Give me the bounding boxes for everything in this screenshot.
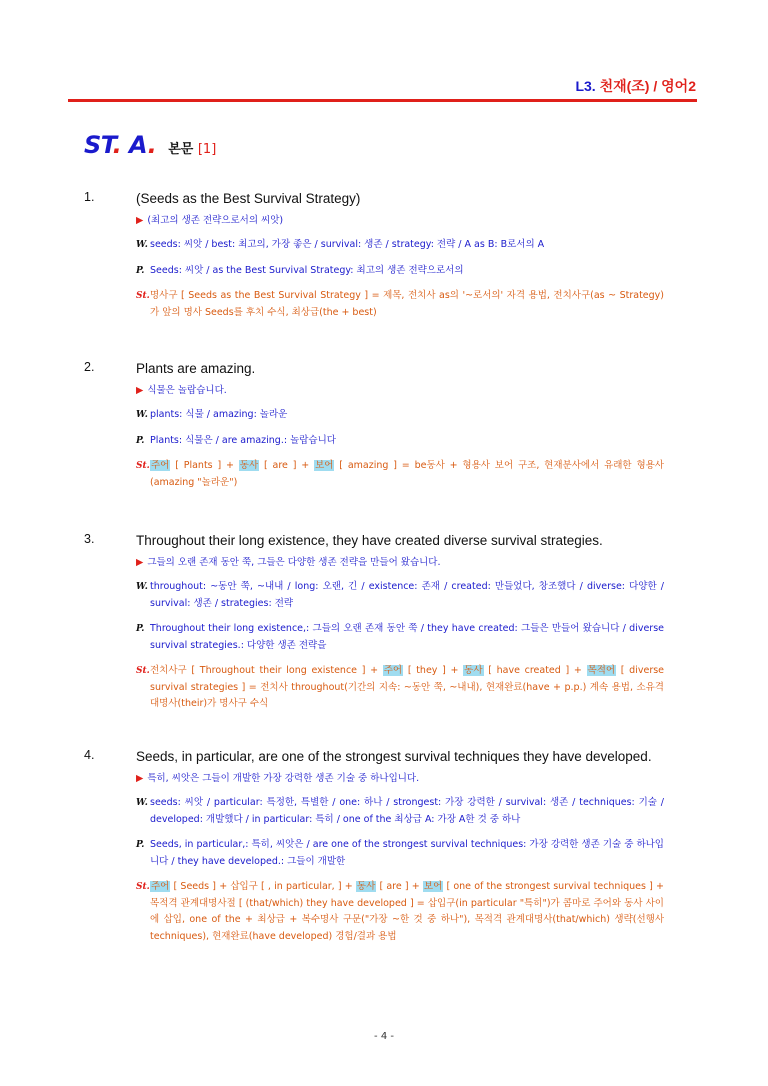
badge-part-b: A — [121, 131, 148, 159]
subject-highlight: 주어 — [151, 460, 170, 471]
badge-part-a: ST — [84, 131, 113, 159]
korean-translation — [136, 214, 664, 228]
section-heading — [84, 131, 216, 159]
structure-segment: [ are ] + — [264, 460, 315, 471]
study-item — [84, 532, 664, 713]
verb-highlight: 동사 — [356, 881, 376, 892]
word-notes-text: plants: 식물 / amazing: 놀라운 — [150, 409, 288, 420]
word-notes-text: seeds: 씨앗 / best: 최고의, 가장 좋은 / survival: 생존 / strategy: 전략 / A as B: B로서의 A — [150, 239, 545, 250]
subject-highlight: 주어 — [383, 665, 403, 676]
section-badge — [84, 131, 156, 159]
section-title — [168, 138, 216, 157]
arrow-icon: ▶ — [136, 773, 144, 784]
study-item — [84, 190, 664, 321]
complement-highlight: 보어 — [423, 881, 443, 892]
badge-dot-2: . — [147, 131, 157, 159]
english-sentence: (Seeds as the Best Survival Strategy) — [136, 191, 361, 206]
phrase-notes-text: Seeds, in particular,: 특히, 씨앗은 / are one of the strongest survival techniques: 가장 강력한 생존 기술 중 하나입니다 / they have developed.: 그들이 개발한 — [150, 839, 664, 867]
header-divider — [68, 99, 697, 102]
lesson-prefix: L3. — [575, 78, 600, 94]
structure-notes — [136, 458, 664, 491]
p-tag: P. — [136, 435, 145, 446]
section-number: [1] — [197, 142, 217, 157]
arrow-icon: ▶ — [136, 385, 144, 396]
item-number: 3. — [84, 532, 95, 546]
w-tag: W. — [136, 798, 148, 808]
structure-segment: [ Seeds ] + 삽입구 [ , in particular, ] + — [173, 881, 356, 892]
complement-highlight: 보어 — [315, 460, 334, 471]
item-number: 2. — [84, 360, 95, 374]
subject-highlight: 주어 — [151, 881, 170, 892]
english-sentence: Plants are amazing. — [136, 361, 256, 376]
w-tag: W. — [136, 410, 148, 420]
structure-segment: [ amazing ] = be동사 + 형용사 보어 구조, 현재분사에서 유래한 형용사(amazing "놀라운") — [150, 460, 664, 488]
structure-notes — [136, 879, 664, 945]
translation-text: 식물은 놀랍습니다. — [147, 385, 227, 396]
arrow-icon: ▶ — [136, 557, 144, 568]
item-number: 1. — [84, 190, 95, 204]
word-notes — [136, 579, 664, 612]
subject-name: 영어2 — [661, 78, 696, 94]
korean-translation — [136, 384, 664, 398]
structure-segment: [ diverse survival strategies ] = 전치사 throughout(기간의 지속: ~동안 쭉, ~내내), 현재완료(have + p.p.) 계속 용법, 소유격 대명사(their)가 명사구 수식 — [150, 665, 665, 709]
word-notes — [136, 795, 664, 828]
w-tag: W. — [136, 240, 148, 250]
header-separator: / — [649, 78, 662, 94]
st-tag: St. — [136, 291, 150, 301]
structure-segment: 전치사구 [ Throughout their long existence ] + — [150, 665, 383, 676]
verb-highlight: 동사 — [239, 460, 259, 471]
document-header-title — [575, 76, 696, 96]
study-item — [84, 748, 664, 945]
english-sentence: Throughout their long existence, they have created diverse survival strategies. — [136, 533, 603, 548]
study-item — [84, 360, 664, 491]
word-notes-text: throughout: ~동안 쭉, ~내내 / long: 오랜, 긴 / existence: 존재 / created: 만들었다, 창조했다 / diverse: 다양한 / survival: 생존 / strategies: 전략 — [150, 581, 664, 609]
translation-text: 그들의 오랜 존재 동안 쭉, 그들은 다양한 생존 전략을 만들어 왔습니다. — [147, 557, 441, 568]
structure-notes — [136, 663, 664, 713]
arrow-icon: ▶ — [136, 215, 144, 226]
structure-segment: [ Plants ] + — [175, 460, 239, 471]
word-notes — [136, 237, 664, 254]
badge-dot-1: . — [112, 131, 122, 159]
st-tag: St. — [136, 882, 150, 892]
structure-segment: [ one of the strongest survival techniques ] + 목적격 관계대명사절 [ (that/which) they have developed ] = 삽입구(in particular "특히")가 콤마로 주어와 동사 사이에 삽입, one of the + 최상급 + 복수명사 구문("가장 ~한 것 중 하나"), 목적격 관계대명사(that/which) 생략(선행사 techniques), 현재완료(have developed) 경험/결과 용법 — [150, 881, 664, 942]
translation-text: (최고의 생존 전략으로서의 씨앗) — [147, 215, 284, 226]
translation-text: 특히, 씨앗은 그들이 개발한 가장 강력한 생존 기술 중 하나입니다. — [147, 773, 420, 784]
p-tag: P. — [136, 265, 145, 276]
phrase-notes — [136, 837, 664, 870]
phrase-notes — [136, 263, 664, 280]
structure-notes — [136, 288, 664, 321]
phrase-notes-text: Seeds: 씨앗 / as the Best Survival Strategy: 최고의 생존 전략으로서의 — [150, 264, 464, 276]
structure-segment: [ have created ] + — [488, 665, 587, 676]
phrase-notes — [136, 621, 664, 654]
st-tag: St. — [136, 666, 150, 676]
english-sentence: Seeds, in particular, are one of the strongest survival techniques they have developed. — [136, 749, 652, 764]
page-number: - 4 - — [374, 1031, 394, 1042]
structure-segment: [ they ] + — [407, 665, 464, 676]
phrase-notes-text: Plants: 식물은 / are amazing.: 놀랍습니다 — [150, 434, 336, 446]
p-tag: P. — [136, 624, 145, 634]
item-number: 4. — [84, 748, 95, 762]
structure-segment: [ are ] + — [379, 881, 423, 892]
section-title-text: 본문 — [168, 142, 194, 157]
textbook-publisher: 천재(조) — [599, 78, 650, 94]
phrase-notes — [136, 433, 664, 450]
w-tag: W. — [136, 582, 148, 592]
structure-notes-text: 명사구 [ Seeds as the Best Survival Strategy ] = 제목, 전치사 as의 '~로서의' 자격 용법, 전치사구(as ~ Strategy)가 앞의 명사 Seeds를 후치 수식, 최상급(the + best) — [150, 290, 664, 318]
object-highlight: 목적어 — [587, 665, 616, 676]
phrase-notes-text: Throughout their long existence,: 그들의 오랜 존재 동안 쭉 / they have created: 그들은 만들어 왔습니다 / diverse survival strategies.: 다양한 생존 전략을 — [150, 623, 664, 651]
verb-highlight: 동사 — [464, 665, 483, 676]
korean-translation — [136, 556, 664, 570]
st-tag: St. — [136, 461, 150, 471]
word-notes — [136, 407, 664, 424]
korean-translation — [136, 772, 664, 786]
word-notes-text: seeds: 씨앗 / particular: 특정한, 특별한 / one: 하나 / strongest: 가장 강력한 / survival: 생존 / techniques: 기술 / developed: 개발했다 / in particular: 특히 / one of the 최상급 A: 가장 A한 것 중 하나 — [150, 797, 664, 825]
p-tag: P. — [136, 840, 145, 850]
